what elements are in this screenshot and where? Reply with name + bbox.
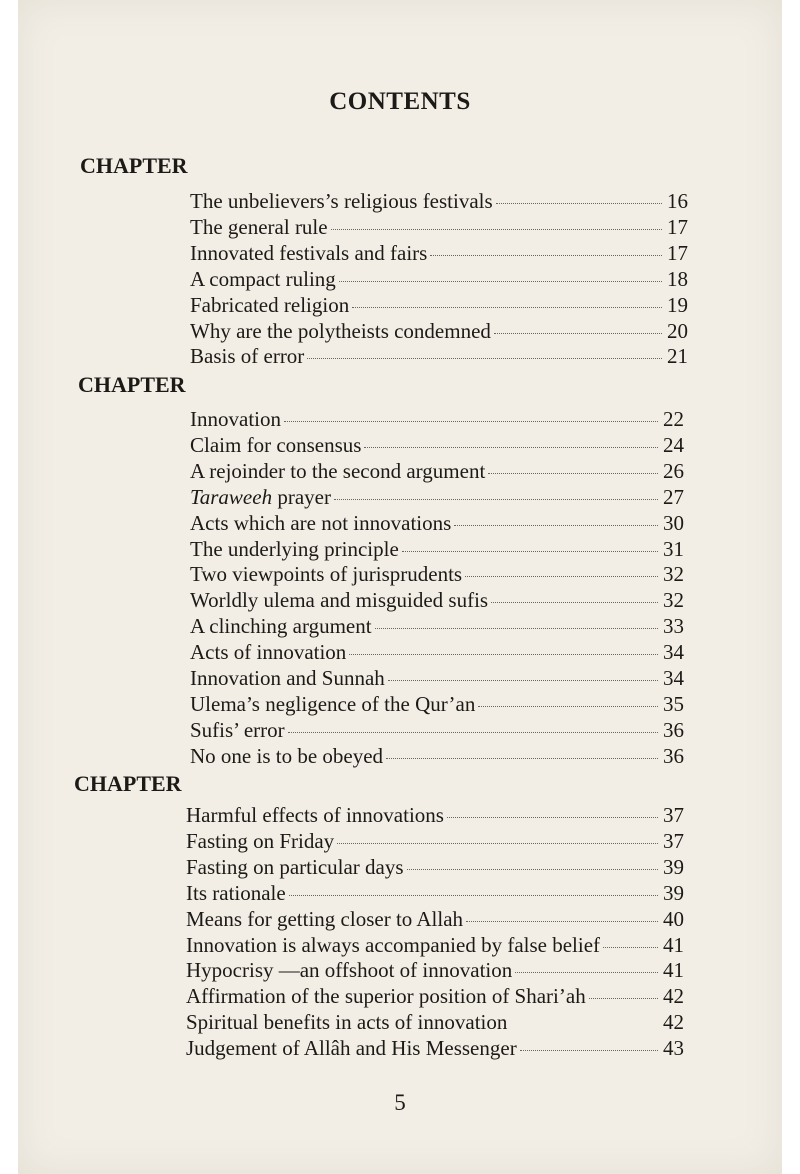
toc-entry-title: Basis of error — [190, 344, 305, 369]
toc-entry[interactable] — [190, 214, 688, 240]
dot-leader — [496, 203, 662, 204]
dot-leader — [337, 843, 658, 844]
toc-entry-title: Two viewpoints of jurisprudents — [190, 562, 463, 587]
toc-entry-page-number: 33 — [663, 614, 684, 639]
toc-entry-page-number: 18 — [667, 266, 688, 291]
toc-entry-title-italic: Taraweeh — [190, 484, 273, 509]
toc-entry-page-number: 41 — [663, 958, 684, 983]
toc-entry-title: Innovation — [190, 407, 281, 431]
toc-entry-title: Spiritual benefits in acts of innovation — [186, 1010, 508, 1035]
toc-entry-title-rest: prayer — [272, 484, 331, 509]
dot-leader — [364, 447, 658, 448]
dot-leader — [331, 229, 662, 230]
toc-entry[interactable] — [190, 343, 688, 369]
toc-entry-title: Innovation and Sunnah — [190, 666, 385, 690]
toc-entry-page-number: 31 — [663, 536, 684, 561]
page-title: CONTENTS — [329, 88, 471, 115]
chapter-heading: CHAPTER — [74, 771, 182, 796]
toc-entry[interactable] — [190, 743, 684, 769]
toc-entry[interactable] — [190, 613, 684, 639]
dot-leader — [430, 255, 662, 256]
dot-leader — [478, 706, 658, 707]
toc-entry[interactable] — [190, 432, 684, 458]
toc-entry-title: Acts of innovation — [190, 640, 347, 665]
toc-entry-page-number: 39 — [663, 854, 684, 879]
toc-entry[interactable] — [190, 717, 684, 743]
dot-leader — [407, 869, 658, 870]
toc-entry-page-number: 16 — [667, 189, 688, 213]
toc-entry-title: Ulema’s negligence of the Qur’an — [190, 691, 476, 716]
toc-entry[interactable] — [190, 665, 684, 691]
toc-entry-page-number: 22 — [663, 407, 684, 431]
page-number: 5 — [394, 1090, 406, 1115]
toc-entry-title: A clinching argument — [190, 614, 372, 639]
toc-entry[interactable] — [190, 639, 684, 665]
dot-leader — [375, 628, 658, 629]
toc-entry[interactable] — [186, 854, 684, 880]
toc-entry-title: Harmful effects of innovations — [186, 803, 444, 827]
toc-entry-title: Affirmation of the superior position of Shari’ah — [186, 984, 586, 1009]
toc-entry[interactable] — [186, 1009, 684, 1035]
toc-entry-page-number: 19 — [667, 292, 688, 317]
toc-entry-page-number: 24 — [663, 432, 684, 457]
toc-entry[interactable] — [190, 266, 688, 292]
toc-entry-title: Claim for consensus — [190, 432, 362, 457]
toc-entry[interactable] — [186, 1035, 684, 1061]
chapter-heading: CHAPTER — [80, 153, 188, 178]
dot-leader — [289, 895, 658, 896]
toc-entry[interactable] — [186, 957, 684, 983]
toc-entry-title: Judgement of Allâh and His Messenger — [186, 1036, 517, 1061]
dot-leader — [510, 1024, 658, 1025]
toc-entry-title: Means for getting closer to Allah — [186, 906, 464, 931]
dot-leader — [520, 1050, 658, 1051]
toc-entry[interactable] — [190, 458, 684, 484]
toc-entry-page-number: 32 — [663, 588, 684, 613]
dot-leader — [349, 654, 658, 655]
toc-entry-page-number: 40 — [663, 906, 684, 931]
toc-entry[interactable] — [190, 561, 684, 587]
toc-entry-title: Innovated festivals and fairs — [190, 240, 428, 265]
dot-leader — [334, 499, 658, 500]
toc-entry-page-number: 35 — [663, 691, 684, 716]
toc-entry-title: A rejoinder to the second argument — [190, 458, 486, 483]
dot-leader — [288, 732, 658, 733]
toc-entry-title: Fasting on Friday — [186, 828, 335, 853]
dot-leader — [465, 576, 658, 577]
toc-entry-page-number: 41 — [663, 932, 684, 957]
toc-entry-page-number: 26 — [663, 458, 684, 483]
dot-leader — [284, 421, 658, 422]
toc-entry-page-number: 32 — [663, 562, 684, 587]
toc-entry-page-number: 17 — [667, 214, 688, 239]
toc-entry-page-number: 30 — [663, 510, 684, 535]
dot-leader — [494, 333, 662, 334]
dot-leader — [488, 473, 658, 474]
toc-entry-page-number: 27 — [663, 484, 684, 509]
toc-entry-page-number: 42 — [663, 1010, 684, 1035]
toc-entry-page-number: 43 — [663, 1036, 684, 1061]
dot-leader — [386, 758, 658, 759]
toc-entry[interactable] — [190, 318, 688, 344]
toc-entry-page-number: 37 — [663, 803, 684, 827]
toc-entry-title: The general rule — [190, 214, 328, 239]
toc-entry-page-number: 20 — [667, 318, 688, 343]
chapter-heading: CHAPTER — [78, 372, 186, 397]
toc-entry[interactable] — [186, 983, 684, 1009]
toc-entry-title: No one is to be obeyed — [190, 743, 384, 768]
toc-entry-title: Fabricated religion — [190, 292, 350, 317]
toc-entry-title: A compact ruling — [190, 266, 336, 291]
toc-entry[interactable] — [190, 240, 688, 266]
toc-entry-title: Fasting on particular days — [186, 854, 404, 879]
toc-entry[interactable] — [186, 932, 684, 958]
toc-entry-page-number: 36 — [663, 717, 684, 742]
toc-entry[interactable] — [190, 484, 684, 510]
dot-leader — [447, 817, 658, 818]
toc-entry-title: Worldly ulema and misguided sufis — [190, 588, 489, 613]
toc-entry[interactable] — [186, 802, 684, 828]
toc-entry[interactable] — [190, 188, 688, 214]
book-page — [18, 0, 782, 1174]
dot-leader — [307, 358, 662, 359]
dot-leader — [589, 998, 658, 999]
toc-entry[interactable] — [186, 828, 684, 854]
toc-entry[interactable] — [190, 691, 684, 717]
toc-entry-title — [190, 484, 331, 510]
toc-entry[interactable] — [186, 906, 684, 932]
toc-entry-title: The underlying principle — [190, 536, 399, 561]
toc-entry-title: Acts which are not innovations — [190, 510, 452, 535]
dot-leader — [491, 602, 658, 603]
toc-entry[interactable] — [190, 510, 684, 536]
toc-entry[interactable] — [186, 880, 684, 906]
toc-entry-page-number: 34 — [663, 640, 684, 665]
toc-entry[interactable] — [190, 292, 688, 318]
toc-entry-page-number: 37 — [663, 828, 684, 853]
toc-entry-title: Innovation is always accompanied by false belief — [186, 932, 601, 957]
dot-leader — [388, 680, 658, 681]
toc-entry-title: The unbelievers’s religious festivals — [190, 189, 493, 213]
toc-entry[interactable] — [190, 406, 684, 432]
toc-entry-title: Hypocrisy —an offshoot of innovation — [186, 958, 513, 983]
dot-leader — [454, 525, 658, 526]
toc-entry-page-number: 39 — [663, 880, 684, 905]
toc-entry-page-number: 42 — [663, 984, 684, 1009]
toc-entry-title: Its rationale — [186, 880, 286, 905]
dot-leader — [352, 307, 662, 308]
toc-entry-page-number: 34 — [663, 666, 684, 690]
dot-leader — [466, 921, 658, 922]
toc-entry-page-number: 21 — [667, 344, 688, 369]
toc-entry[interactable] — [190, 536, 684, 562]
dot-leader — [603, 947, 658, 948]
toc-entry-title: Sufis’ error — [190, 717, 285, 742]
dot-leader — [515, 972, 658, 973]
toc-entry-page-number: 17 — [667, 240, 688, 265]
toc-entry-page-number: 36 — [663, 743, 684, 768]
toc-entry[interactable] — [190, 587, 684, 613]
toc-entry-title: Why are the polytheists condemned — [190, 318, 491, 343]
dot-leader — [339, 281, 662, 282]
dot-leader — [402, 551, 658, 552]
